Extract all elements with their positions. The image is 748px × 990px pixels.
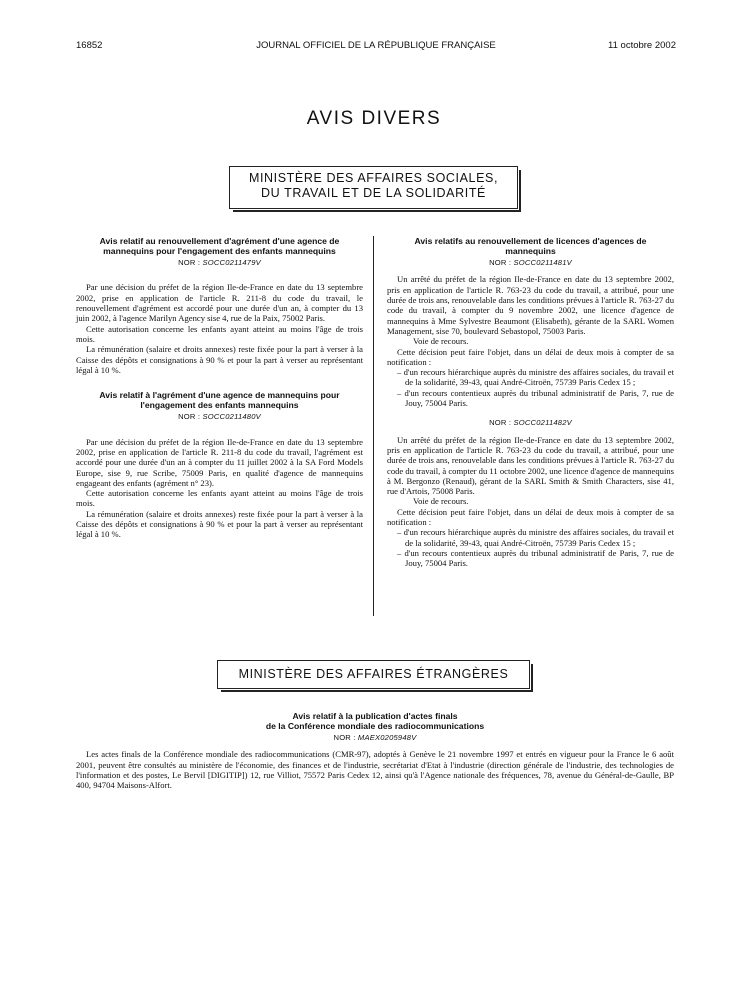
nor-reference bbox=[387, 258, 674, 268]
nor-prefix: NOR : bbox=[489, 418, 514, 428]
nor-prefix: NOR : bbox=[178, 258, 203, 268]
list-item: – d'un recours contentieux auprès du tribunal administratif de Paris, 7, rue de Jouy, 75004 Paris. bbox=[397, 387, 674, 409]
notice-title-line2: de la Conférence mondiale des radiocommunications bbox=[265, 720, 485, 731]
nor-code: MAEX0205948V bbox=[357, 733, 417, 743]
notice-paragraph: La rémunération (salaire et droits annexes) reste fixée pour la part à verser à la Caisse des dépôts et consignations à 90 % et pour la part à verser au représentant légal à 10 %. bbox=[76, 508, 363, 540]
notice-paragraph: Un arrêté du préfet de la région Ile-de-France en date du 13 septembre 2002, pris en application de l'article R. 763-23 du code du travail, a attribué, pour une durée de trois ans, renouvelable dans les conditions prévues à l'article R. 763-27 du code du travail, à compter du 11 octobre 2002, une licence d'agence de mannequins à M. Bergonzo (Renaud), gérant de la SARL Smith & Smith Characters, sise 41, rue d'Artois, 75008 Paris. bbox=[387, 434, 674, 497]
notice-paragraph: Cette décision peut faire l'objet, dans un délai de deux mois à compter de sa notification : bbox=[387, 346, 674, 367]
notice-paragraph: Par une décision du préfet de la région Ile-de-France en date du 13 septembre 2002, prise en application de l'article R. 211-8 du code du travail, l'agrément est accordé pour une durée d'un an à compter du 11 juillet 2002 à la SA Ford Models Europe, sise 9, rue Scribe, 75009 Paris, en qualité d'agence de mannequins engageant des enfants (agrément n° 23). bbox=[76, 436, 363, 488]
notice-title: Avis relatifs au renouvellement de licences d'agences de mannequins bbox=[414, 236, 647, 256]
notice-paragraph: Cette autorisation concerne les enfants ayant atteint au moins l'âge de trois mois. bbox=[76, 488, 363, 509]
nor-reference bbox=[76, 412, 363, 422]
appeal-heading: Voie de recours. bbox=[413, 496, 469, 507]
nor-prefix: NOR : bbox=[333, 733, 358, 743]
ministry-heading-social bbox=[229, 166, 518, 209]
ministry-heading-line1: MINISTÈRE DES AFFAIRES SOCIALES, bbox=[248, 171, 499, 185]
left-column bbox=[76, 237, 363, 540]
notice-paragraph: Les actes finals de la Conférence mondiale des radiocommunications (CMR-97), adoptés à Genève le 21 novembre 1997 et entrés en vigueur pour la France le 6 août 2001, peuvent être consultés au ministère de l'économie, des finances et de l'industrie, secrétariat d'Etat à l'industrie (direction générale de l'industrie, des technologies de l'information et des postes, Le Bervil [DIGITIP]) 12, rue Villiot, 75572 Paris Cedex 12, ainsi qu'à l'Agence nationale des fréquences, 78, avenue du Général-de-Gaulle, BP 400, 94704 Maisons-Alfort. bbox=[76, 749, 674, 791]
notice-title-line1: Avis relatif à la publication d'actes finals bbox=[292, 711, 458, 721]
notice-title: Avis relatif au renouvellement d'agrément d'une agence de mannequins pour l'engagement des enfants mannequins bbox=[99, 236, 340, 256]
notice-paragraph: Cette décision peut faire l'objet, dans un délai de deux mois à compter de sa notification : bbox=[387, 506, 674, 528]
foreign-affairs-notice bbox=[76, 712, 674, 791]
nor-reference bbox=[76, 258, 363, 268]
ministry-heading-foreign: MINISTÈRE DES AFFAIRES ÉTRANGÈRES bbox=[217, 660, 530, 689]
nor-code: SOCC0211480V bbox=[202, 412, 261, 422]
appeal-list bbox=[387, 527, 674, 568]
right-column bbox=[387, 237, 674, 569]
notice-paragraph: Cette autorisation concerne les enfants ayant atteint au moins l'âge de trois mois. bbox=[76, 323, 363, 344]
nor-reference bbox=[76, 733, 674, 743]
page-number: 16852 bbox=[76, 40, 103, 51]
appeal-list bbox=[387, 367, 674, 408]
ministry-heading-line2: DU TRAVAIL ET DE LA SOLIDARITÉ bbox=[260, 186, 486, 200]
nor-code: SOCC0211482V bbox=[513, 418, 572, 428]
nor-code: SOCC0211481V bbox=[513, 258, 572, 268]
publication-date: 11 octobre 2002 bbox=[608, 40, 676, 51]
list-item: – d'un recours hiérarchique auprès du ministre des affaires sociales, du travail et de la solidarité, 39-43, quai André-Citroën, 75739 Paris Cedex 15 ; bbox=[397, 527, 674, 548]
nor-prefix: NOR : bbox=[489, 258, 514, 268]
nor-reference bbox=[387, 418, 674, 428]
list-item: – d'un recours contentieux auprès du tribunal administratif de Paris, 7, rue de Jouy, 75004 Paris. bbox=[397, 547, 674, 569]
section-title: AVIS DIVERS bbox=[306, 108, 442, 129]
appeal-heading: Voie de recours. bbox=[413, 336, 469, 347]
list-item: – d'un recours hiérarchique auprès du ministre des affaires sociales, du travail et de la solidarité, 39-43, quai André-Citroën, 75739 Paris Cedex 15 ; bbox=[397, 367, 674, 388]
notice-paragraph: Un arrêté du préfet de la région Ile-de-France en date du 13 septembre 2002, pris en application de l'article R. 763-23 du code du travail, a attribué, pour une durée de trois ans, renouvelable dans les conditions prévues à l'article R. 763-27 du code du travail, à compter du 9 novembre 2002, une licence d'agence de mannequins à Mme Sylvestre Beaumont (Elisabeth), gérante de la SARL Women Management, sise 70, boulevard Sebastopol, 75003 Paris. bbox=[387, 274, 674, 336]
notice-paragraph: La rémunération (salaire et droits annexes) reste fixée pour la part à verser à la Caisse des dépôts et consignations à 90 % et pour la part à verser au représentant légal à 10 %. bbox=[76, 344, 363, 375]
nor-code: SOCC0211479V bbox=[202, 258, 261, 268]
notice-paragraph: Par une décision du préfet de la région Ile-de-France en date du 13 septembre 2002, prise en application de l'article R. 211-8 du code du travail, le renouvellement d'agrément est accordé pour une durée d'un an, à compter du 13 juin 2002, à l'agence Marilyn Agency sise 4, rue de la Paix, 75002 Paris. bbox=[76, 282, 363, 324]
journal-title: JOURNAL OFFICIEL DE LA RÉPUBLIQUE FRANÇAISE bbox=[256, 40, 496, 51]
page-header bbox=[76, 40, 676, 54]
notice-title: Avis relatif à l'agrément d'une agence de mannequins pour l'engagement des enfants mannequins bbox=[99, 390, 340, 410]
nor-prefix: NOR : bbox=[178, 412, 203, 422]
column-divider bbox=[373, 236, 374, 616]
